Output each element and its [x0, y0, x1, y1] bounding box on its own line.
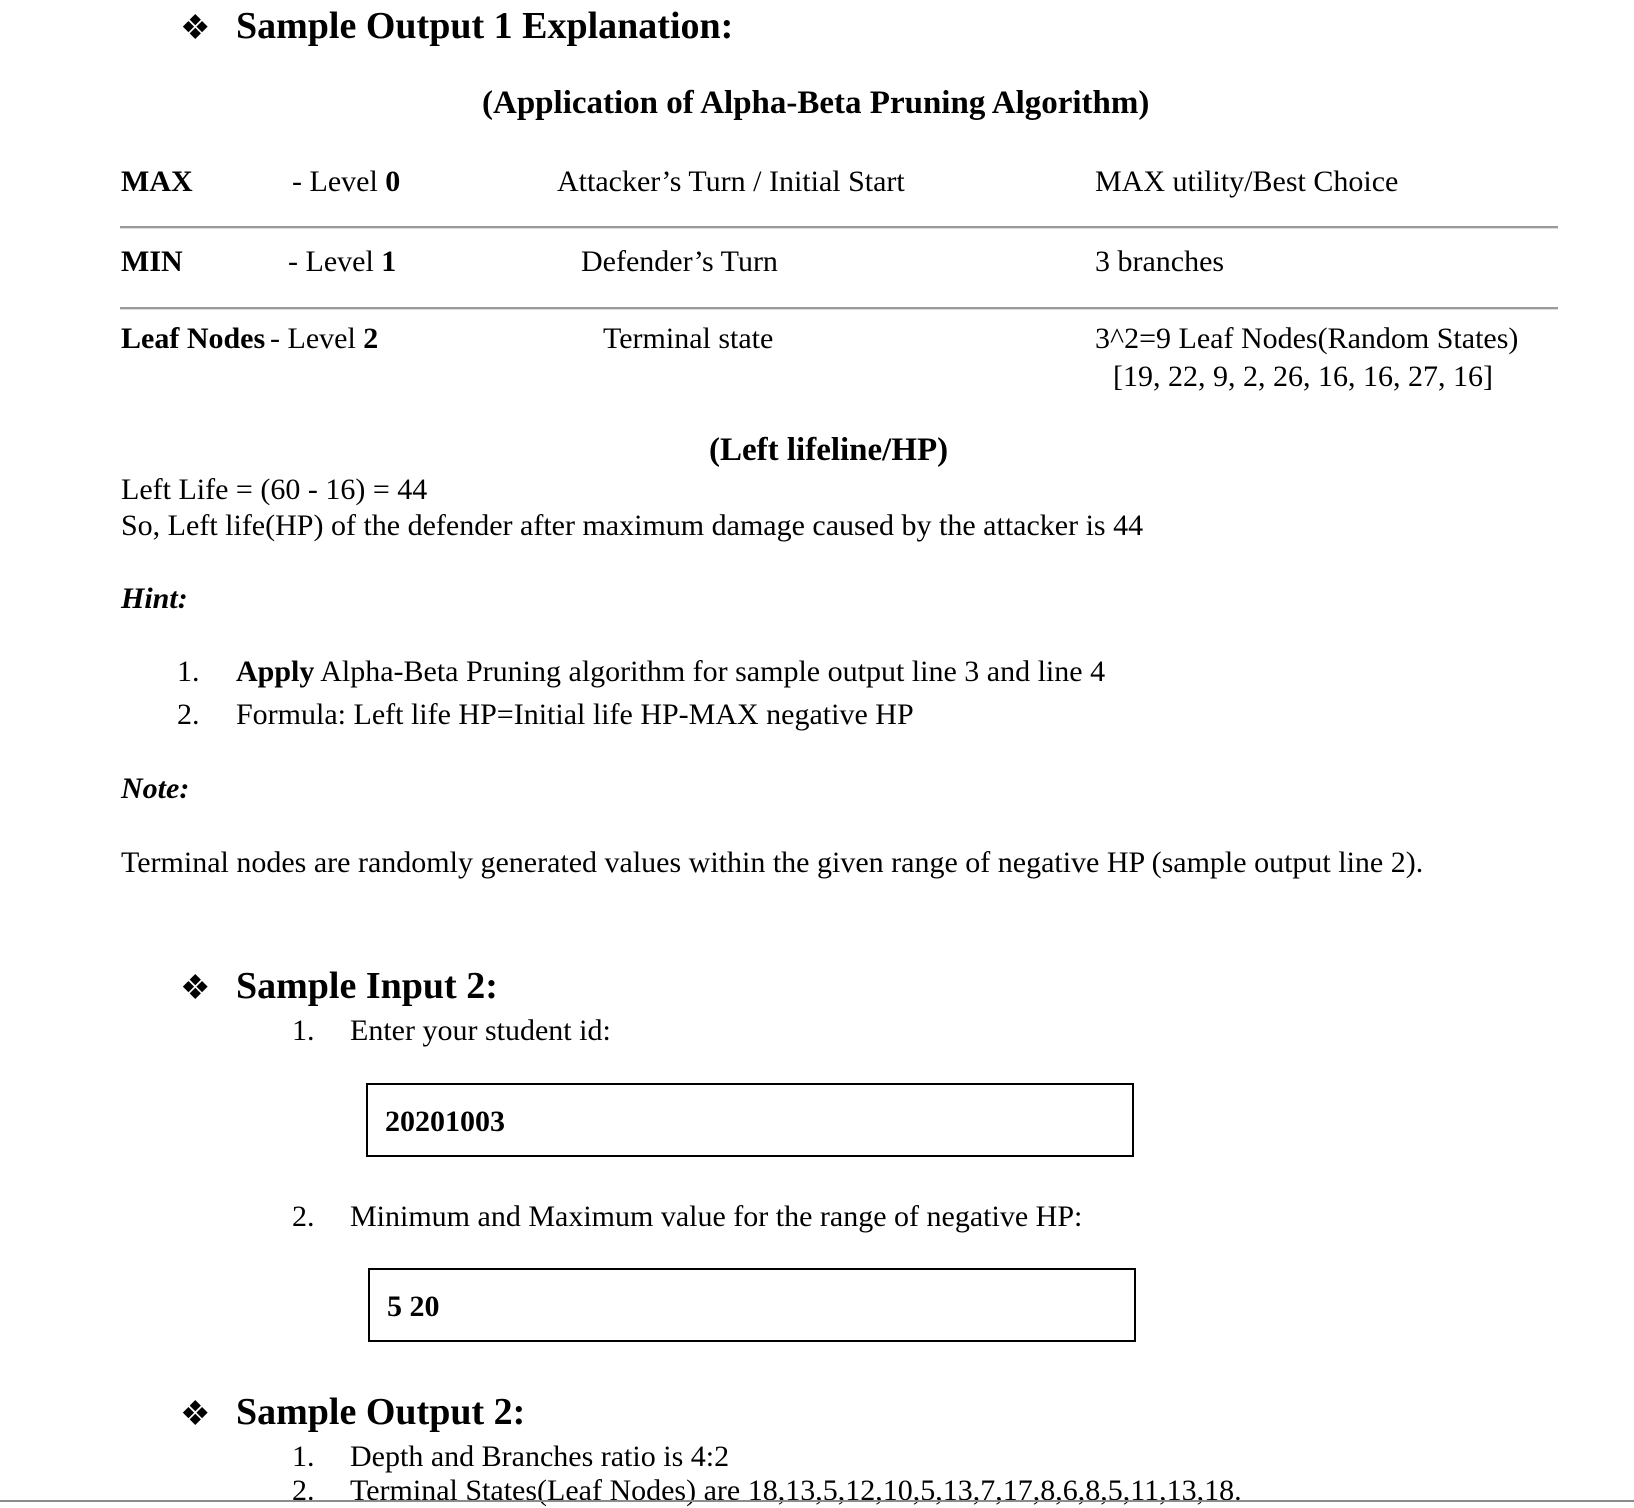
row-info-max: MAX utility/Best Choice [1095, 165, 1399, 198]
subtitle-alpha-beta: (Application of Alpha-Beta Pruning Algorithm) [482, 85, 1150, 121]
input-item-number: 2. [292, 1200, 315, 1233]
input-item-label-hp-range: Minimum and Maximum value for the range of negative HP: [350, 1200, 1083, 1233]
row-label-max: MAX [121, 165, 193, 198]
hp-range-value: 5 20 [387, 1290, 440, 1323]
student-id-box [366, 1083, 1134, 1157]
note-label: Note: [121, 772, 190, 805]
diamond-bullet-icon: ❖ [180, 970, 211, 1007]
hint-item-1: Apply Alpha-Beta Pruning algorithm for sample output line 3 and line 4 [236, 655, 1106, 688]
row-divider [120, 226, 1558, 229]
output-item-depth-ratio: Depth and Branches ratio is 4:2 [350, 1440, 730, 1473]
row-divider [120, 307, 1558, 310]
leaf-values-list: [19, 22, 9, 2, 26, 16, 16, 27, 16] [1113, 360, 1493, 393]
section-title-sample-input2: Sample Input 2: [236, 965, 498, 1007]
row-label-leaf: Leaf Nodes [121, 322, 266, 355]
hint-number: 2. [177, 698, 200, 731]
diamond-bullet-icon: ❖ [180, 1396, 211, 1433]
hint-item-2: Formula: Left life HP=Initial life HP-MAX negative HP [236, 698, 914, 731]
row-turn-min: Defender’s Turn [581, 245, 778, 278]
row-level-min: - Level 1 [288, 245, 397, 278]
row-info-min: 3 branches [1095, 245, 1225, 278]
hint-number: 1. [177, 655, 200, 688]
row-turn-max: Attacker’s Turn / Initial Start [557, 165, 905, 198]
input-item-number: 1. [292, 1014, 315, 1047]
hint-label: Hint: [121, 582, 188, 615]
left-lifeline-heading: (Left lifeline/HP) [709, 432, 949, 468]
left-life-sentence: So, Left life(HP) of the defender after maximum damage caused by the attacker is 44 [121, 509, 1144, 542]
page-bottom-divider [0, 1500, 1634, 1502]
output-item-terminal-states: Terminal States(Leaf Nodes) are 18,13,5,12,10,5,13,7,17,8,6,8,5,11,13,18. [350, 1474, 1242, 1507]
row-level-leaf: - Level 2 [270, 322, 379, 355]
input-item-label-student-id: Enter your student id: [350, 1014, 611, 1047]
output-item-number: 1. [292, 1440, 315, 1473]
student-id-value: 20201003 [385, 1105, 505, 1138]
section-title-sample-output2: Sample Output 2: [236, 1391, 526, 1433]
left-life-equation: Left Life = (60 - 16) = 44 [121, 473, 428, 506]
hp-range-box [368, 1268, 1136, 1342]
row-level-max: - Level 0 [292, 165, 401, 198]
row-label-min: MIN [121, 245, 183, 278]
row-turn-leaf: Terminal state [603, 322, 774, 355]
section-title-output1-explanation: Sample Output 1 Explanation: [236, 5, 734, 47]
diamond-bullet-icon: ❖ [180, 10, 211, 47]
note-text: Terminal nodes are randomly generated values within the given range of negative HP (sample output line 2). [121, 846, 1424, 879]
row-info-leaf: 3^2=9 Leaf Nodes(Random States) [1095, 322, 1519, 355]
output-item-number: 2. [292, 1474, 315, 1507]
